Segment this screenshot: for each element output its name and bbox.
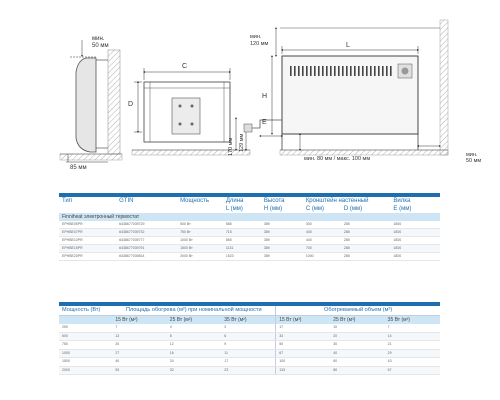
table-cell: 23: [221, 366, 275, 375]
table-cell: 700: [303, 245, 341, 253]
floor-hatch-left: [60, 154, 122, 160]
table-cell: 1800: [390, 245, 440, 253]
table-cell: 250: [59, 324, 112, 332]
area-table-body: [59, 324, 440, 375]
table-cell: 6: [221, 332, 275, 341]
area-sub-2: 25 Вт (м²): [167, 316, 221, 325]
table-cell: EPHBE15PR: [59, 245, 116, 253]
table-cell: 750 Вт: [177, 229, 223, 237]
spec-sub-L: L (мм): [225, 206, 243, 212]
table-cell: 389: [261, 237, 303, 245]
thermostat-knob: [402, 68, 409, 75]
power-cord: [252, 120, 282, 128]
dim-C: C: [182, 63, 188, 70]
table-cell: 1523: [223, 253, 261, 261]
table-cell: 30: [330, 341, 384, 350]
table-row: [59, 229, 440, 237]
table-cell: 285: [341, 237, 391, 245]
table-row: [59, 332, 440, 341]
table-row: [59, 324, 440, 332]
area-sub-5: 25 Вт (м³): [330, 316, 384, 325]
table-cell: 440: [303, 237, 341, 245]
table-row: [59, 366, 440, 375]
table-cell: 6438677039729: [116, 221, 177, 229]
spec-sub-C: C (мм): [305, 206, 325, 212]
table-row: [59, 349, 440, 358]
table-cell: 3: [221, 324, 275, 332]
table-cell: EPHBE10PR: [59, 237, 116, 245]
table-cell: 12: [167, 341, 221, 350]
table-cell: 50: [276, 341, 330, 350]
table-cell: 2000 Вт: [177, 253, 223, 261]
table-cell: 389: [261, 245, 303, 253]
table-row: [59, 341, 440, 350]
table-cell: 14: [385, 332, 440, 341]
spec-header-height: Высота: [261, 195, 303, 205]
table-cell: 6438677039732: [116, 229, 177, 237]
spec-sub-2: [177, 205, 223, 213]
table-cell: 389: [261, 253, 303, 261]
dim-D: D: [128, 101, 134, 108]
spec-header-bracket: Кронштейн настенный: [303, 195, 391, 205]
table-cell: 10: [330, 324, 384, 332]
table-cell: 53: [112, 366, 166, 375]
dim-85mm: 85 мм: [70, 165, 87, 170]
table-cell: 389: [261, 221, 303, 229]
spec-sub-H: H (мм): [263, 206, 283, 212]
area-header-power: Мощность (Вт): [59, 304, 112, 316]
dim-min50-top: мин.: [92, 36, 105, 42]
area-subheader-row: [59, 316, 440, 325]
front-view-drawing: [244, 20, 481, 164]
table-cell: 1800: [390, 229, 440, 237]
table-cell: 17: [221, 358, 275, 367]
table-cell: 1800: [390, 237, 440, 245]
table-cell: 440: [303, 229, 341, 237]
table-cell: 6438677039777: [116, 237, 177, 245]
spec-header-power: Мощность: [177, 195, 223, 205]
table-cell: 7: [112, 324, 166, 332]
spec-header-type: Тип: [59, 195, 116, 205]
table-cell: 500 Вт: [177, 221, 223, 229]
table-cell: 40: [330, 349, 384, 358]
dim-min120-bottom: 120 мм: [250, 41, 269, 47]
area-table: [59, 302, 440, 375]
spec-sub-D: D (мм): [343, 206, 363, 212]
table-cell: 16: [167, 349, 221, 358]
table-cell: 100: [276, 358, 330, 367]
table-row: [59, 245, 440, 253]
table-cell: 585: [223, 221, 261, 229]
table-cell: 27: [112, 349, 166, 358]
table-cell: 13: [112, 332, 166, 341]
dim-min80-max100: мин. 80 мм / макс. 100 мм: [304, 156, 371, 162]
area-table-wrap: [59, 302, 440, 375]
table-cell: 1000: [303, 253, 341, 261]
spec-header-gtin: GTIN: [116, 195, 177, 205]
table-cell: 1000: [59, 349, 112, 358]
table-cell: 2000: [59, 366, 112, 375]
table-cell: 500: [59, 332, 112, 341]
table-cell: 8: [167, 332, 221, 341]
table-cell: 29: [385, 349, 440, 358]
dim-L: L: [346, 42, 350, 49]
table-cell: 32: [167, 366, 221, 375]
table-row: [59, 221, 440, 229]
area-sub-0: [59, 316, 112, 325]
table-cell: 24: [167, 358, 221, 367]
table-cell: 80: [330, 366, 384, 375]
table-cell: 6438677039791: [116, 245, 177, 253]
table-cell: 1000 Вт: [177, 237, 223, 245]
table-cell: 300: [303, 221, 341, 229]
table-cell: 1800: [390, 253, 440, 261]
spec-header-length: Длина: [223, 195, 261, 205]
area-sub-3: 35 Вт (м²): [221, 316, 275, 325]
dim-E: E: [262, 119, 267, 126]
spec-header-plug: Вилка: [390, 195, 440, 205]
table-cell: 1131: [223, 245, 261, 253]
spec-sub-1: [116, 205, 177, 213]
table-cell: 389: [261, 229, 303, 237]
dimension-drawings: [0, 0, 500, 170]
table-cell: 285: [341, 229, 391, 237]
table-cell: 20: [330, 332, 384, 341]
spec-table-wrap: [59, 193, 440, 261]
dim-min120-top: мин.: [250, 34, 262, 40]
table-cell: 1500: [59, 358, 112, 367]
table-cell: 750: [59, 341, 112, 350]
table-cell: 43: [385, 358, 440, 367]
side-view-drawing: [60, 36, 122, 170]
heater-side-profile: [76, 58, 96, 152]
table-cell: 21: [385, 341, 440, 350]
dim-H: H: [262, 93, 268, 100]
spec-sub-0: [59, 205, 116, 213]
power-plug: [244, 124, 252, 132]
table-cell: 20: [112, 341, 166, 350]
table-row: [59, 253, 440, 261]
table-cell: 285: [341, 245, 391, 253]
table-cell: 11: [221, 349, 275, 358]
table-cell: 285: [341, 253, 391, 261]
area-sub-6: 35 Вт (м³): [385, 316, 440, 325]
table-cell: 6438677039814: [116, 253, 177, 261]
spec-group-row: [59, 213, 440, 221]
dim-min50-bottom: 50 мм: [92, 43, 109, 49]
dim-129mm: 129 мм: [239, 133, 245, 152]
table-cell: 60: [330, 358, 384, 367]
table-row: [59, 358, 440, 367]
table-cell: 7: [385, 324, 440, 332]
area-sub-1: 15 Вт (м²): [112, 316, 166, 325]
wall-hatch-left: [108, 50, 120, 154]
table-cell: 67: [276, 349, 330, 358]
spec-subheader-row: [59, 205, 440, 213]
table-cell: 285: [341, 221, 391, 229]
area-header-volume: Обогреваемый объем (м³): [276, 304, 440, 316]
table-cell: 715: [223, 229, 261, 237]
table-cell: EPHBE20PR: [59, 253, 116, 261]
dim-min50b-bottom: 50 мм: [466, 158, 482, 164]
table-cell: EPHBE07PR: [59, 229, 116, 237]
table-row: [59, 237, 440, 245]
table-cell: 40: [112, 358, 166, 367]
table-cell: 1800: [390, 221, 440, 229]
spec-header-row: [59, 195, 440, 205]
table-cell: 4: [167, 324, 221, 332]
table-cell: EPHBE05PR: [59, 221, 116, 229]
spec-sub-E: E (мм): [393, 206, 412, 212]
wall-hatch-right: [440, 20, 448, 155]
bracket-plate: [172, 98, 200, 134]
bracket-drawing: [128, 63, 250, 156]
table-cell: 1500 Вт: [177, 245, 223, 253]
table-cell: 9: [221, 341, 275, 350]
spec-table-body: [59, 221, 440, 261]
spec-group-label: Finniheat электронный термостат: [59, 213, 440, 221]
table-cell: 17: [276, 324, 330, 332]
area-header-area: Площадь обогрева (м²) при номинальной мощности: [112, 304, 275, 316]
floor-hatch-right: [280, 150, 448, 155]
dim-170mm: 170 мм: [228, 137, 234, 156]
table-cell: 33: [276, 332, 330, 341]
spec-table: [59, 193, 440, 261]
table-cell: 57: [385, 366, 440, 375]
area-header-row: [59, 304, 440, 316]
dim-min50b-top: мин.: [466, 152, 478, 158]
table-cell: 133: [276, 366, 330, 375]
area-sub-4: 15 Вт (м³): [276, 316, 330, 325]
table-cell: 855: [223, 237, 261, 245]
